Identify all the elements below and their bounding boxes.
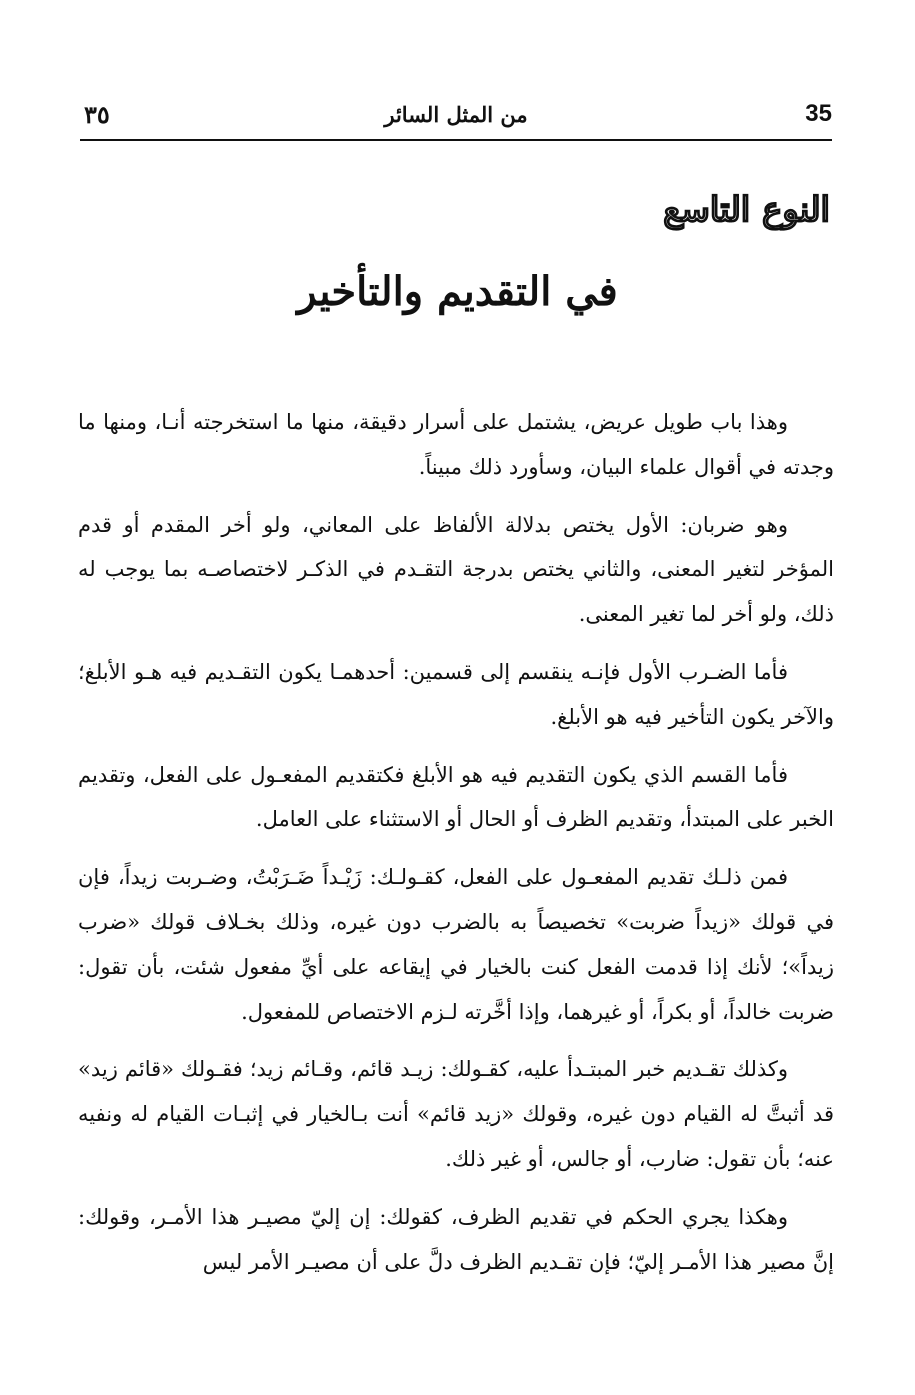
header-rule: [80, 139, 832, 141]
paragraph: فأما القسم الذي يكون التقديم فيه هو الأبلغ فكتقديم المفعـول على الفعل، وتقديم الخبر على المبتدأ، وتقديم الظرف أو الحال أو الاستثناء على العامل.: [78, 762, 834, 832]
paragraph: وكذلك تقـديم خبر المبتـدأ عليه، كقـولك: زيـد قائم، وقـائم زيد؛ فقـولك «قائم زيد» قد أثبتَّ له القيام دون غيره، وقولك «زيد قائم» أنت بـالخيار في إثبـات القيام له ونفيه عنه؛ بأن تقول: ضارب، أو جالس، أو غير ذلك.: [78, 1057, 834, 1171]
running-title: من المثل السائر: [384, 102, 528, 127]
paragraph: وهذا باب طويل عريض، يشتمل على أسرار دقيقة، منها ما استخرجته أنـا، ومنها ما وجدته في أقوال علماء البيان، وسأورد ذلك مبيناً.: [78, 410, 834, 479]
page-number-latin: 35: [805, 100, 832, 127]
paragraph: فمن ذلـك تقديم المفعـول على الفعل، كقـولـك: زَيْـداً ضَـرَبْتُ، وضـربت زيداً، فإن في قولك «زيداً ضربت» تخصيصاً به بالضرب دون غيره، وذلك بخـلاف قولك «ضرب زيداً»؛ لأنك إذا قدمت الفعل كنت بالخيار في إيقاعه على أيِّ مفعول شئت، بأن تقول: ضربت خالداً، أو بكراً، أو غيرهما، وإذا أخَّرته لـزم الاختصاص للمفعول.: [78, 865, 834, 1024]
section-title: في التقديم والتأخير: [297, 268, 618, 315]
paragraph: وهكذا يجري الحكم في تقديم الظرف، كقولك: إن إليّ مصيـر هذا الأمـر، وقولك: إنَّ مصير هذا الأمـر إليّ؛ فإن تقـديم الظرف دلَّ على أن مصيـر الأمر ليس: [78, 1204, 834, 1274]
paragraph: وهو ضربان: الأول يختص بدلالة الألفاظ على المعاني، ولو أخر المقدم أو قدم المؤخر لتغير المعنى، والثاني يختص بدرجة التقـدم في الذكـر لاختصاصـه بما يوجب له ذلك، ولو أخر لما تغير المعنى.: [78, 512, 834, 627]
page-number-arabic: ٣٥: [84, 100, 110, 129]
page-header: [80, 100, 832, 134]
section-kind: النوع التاسع: [663, 190, 830, 230]
body-text: [78, 400, 834, 1297]
paragraph: فأما الضـرب الأول فإنـه ينقسم إلى قسمين: أحدهمـا يكون التقـديم فيه هـو الأبلغ؛ والآخر يكون التأخير فيه هو الأبلغ.: [78, 659, 834, 729]
